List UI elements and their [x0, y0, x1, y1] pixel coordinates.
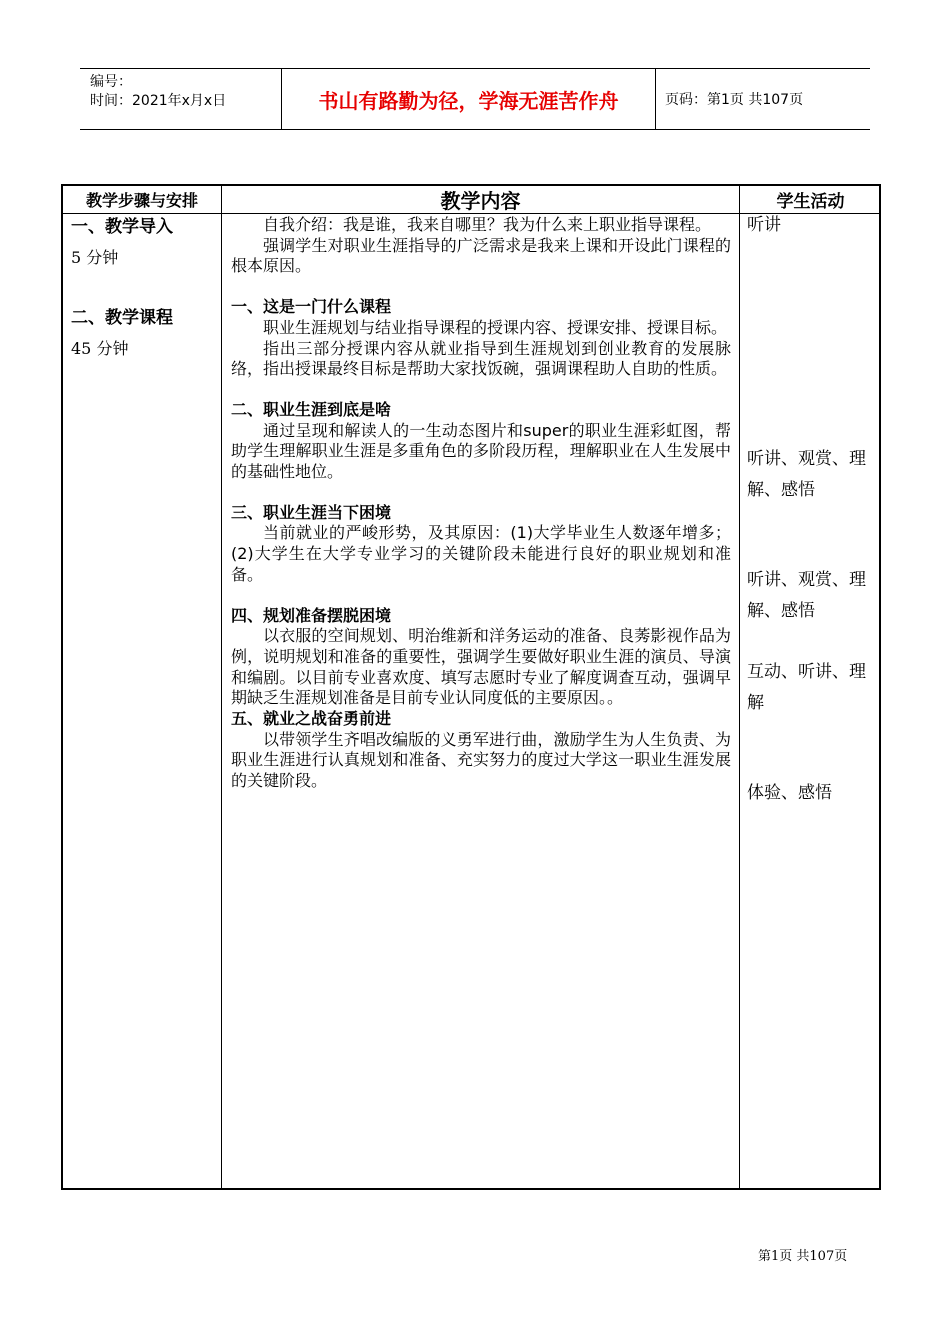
- header-motto: 书山有路勤为径，学海无涯苦作舟: [318, 88, 619, 113]
- content-paragraph: 自我介绍：我是谁，我来自哪里？我为什么来上职业指导课程。: [263, 215, 712, 234]
- section-heading: 一、这是一门什么课程: [231, 297, 392, 317]
- activity-text: 听讲、观赏、理: [747, 570, 866, 590]
- content-column: [231, 215, 731, 792]
- step-course: [71, 307, 219, 360]
- activity-item: [747, 210, 879, 241]
- content-paragraph: 通过呈现和解读人的一生动态图片和super的职业生涯彩虹图，帮助学生理解职业生涯是多重角色的多阶段历程，理解职业在人生发展中的基础性地位。: [231, 420, 731, 482]
- header-meta: [90, 73, 226, 111]
- section-heading: 三、职业生涯当下困境: [231, 502, 392, 522]
- step-duration: 5 分钟: [71, 248, 119, 267]
- column-divider: [739, 186, 740, 1188]
- activity-item: [747, 778, 879, 809]
- document-date: 时间：2021年x月x日: [90, 93, 227, 109]
- steps-column: [71, 216, 219, 360]
- activity-text: 解、感悟: [747, 601, 815, 621]
- section-heading: 四、规划准备摆脱困境: [231, 605, 392, 625]
- section-heading: 五、就业之战奋勇前进: [231, 709, 392, 729]
- activity-text: 解、感悟: [747, 480, 815, 500]
- activity-item: [747, 444, 879, 506]
- column-header-activity: 学生活动: [776, 192, 845, 212]
- header-page-number: 页码：第1页 共107页: [665, 92, 804, 108]
- activity-text: 听讲、观赏、理: [747, 449, 866, 469]
- header-divider: [655, 69, 656, 129]
- content-paragraph: 当前就业的严峻形势，及其原因：(1)大学毕业生人数逐年增多；(2)大学生在大学专业学习的关键阶段未能进行良好的职业规划和准备。: [231, 523, 731, 584]
- step-title: 二、教学课程: [71, 308, 173, 328]
- step-intro: [71, 216, 219, 269]
- column-header-steps: 教学步骤与安排: [85, 191, 198, 210]
- step-title: 一、教学导入: [71, 217, 173, 237]
- page-footer: 第1页 共107页: [758, 1249, 848, 1264]
- page-header: [80, 68, 870, 130]
- activity-item: [747, 565, 879, 627]
- content-paragraph: 职业生涯规划与结业指导课程的授课内容、授课安排、授课目标。: [263, 317, 728, 337]
- document-number: 编号：: [90, 74, 132, 90]
- lesson-plan-table: [61, 184, 881, 1190]
- content-paragraph: 强调学生对职业生涯指导的广泛需求是我来上课和开设此门课程的根本原因。: [231, 235, 731, 276]
- activity-text: 体验、感悟: [747, 783, 832, 803]
- column-divider: [221, 186, 222, 1188]
- step-duration: 45 分钟: [71, 339, 129, 358]
- section-heading: 二、职业生涯到底是啥: [231, 399, 392, 419]
- activity-text: 解: [747, 693, 764, 713]
- activity-text: 互动、听讲、理: [747, 662, 866, 682]
- activity-item: [747, 657, 879, 719]
- content-paragraph: 以带领学生齐唱改编版的义勇军进行曲，激励学生为人生负责、为职业生涯进行认真规划和准备、充实努力的度过大学这一职业生涯发展的关键阶段。: [231, 729, 731, 791]
- content-paragraph: 以衣服的空间规划、明治维新和洋务运动的准备、良莠影视作品为例，说明规划和准备的重要性，强调学生要做好职业生涯的演员、导演和编剧。以目前专业喜欢度、填写志愿时专业了解度调查互动，强调早期缺乏生涯规划准备是目前专业认同度低的主要原因。。: [231, 626, 731, 708]
- content-paragraph: 指出三部分授课内容从就业指导到生涯规划到创业教育的发展脉络，指出授课最终目标是帮助大家找饭碗，强调课程助人自助的性质。: [231, 338, 731, 379]
- activity-text: 听讲: [747, 215, 781, 235]
- column-header-content: 教学内容: [440, 189, 521, 213]
